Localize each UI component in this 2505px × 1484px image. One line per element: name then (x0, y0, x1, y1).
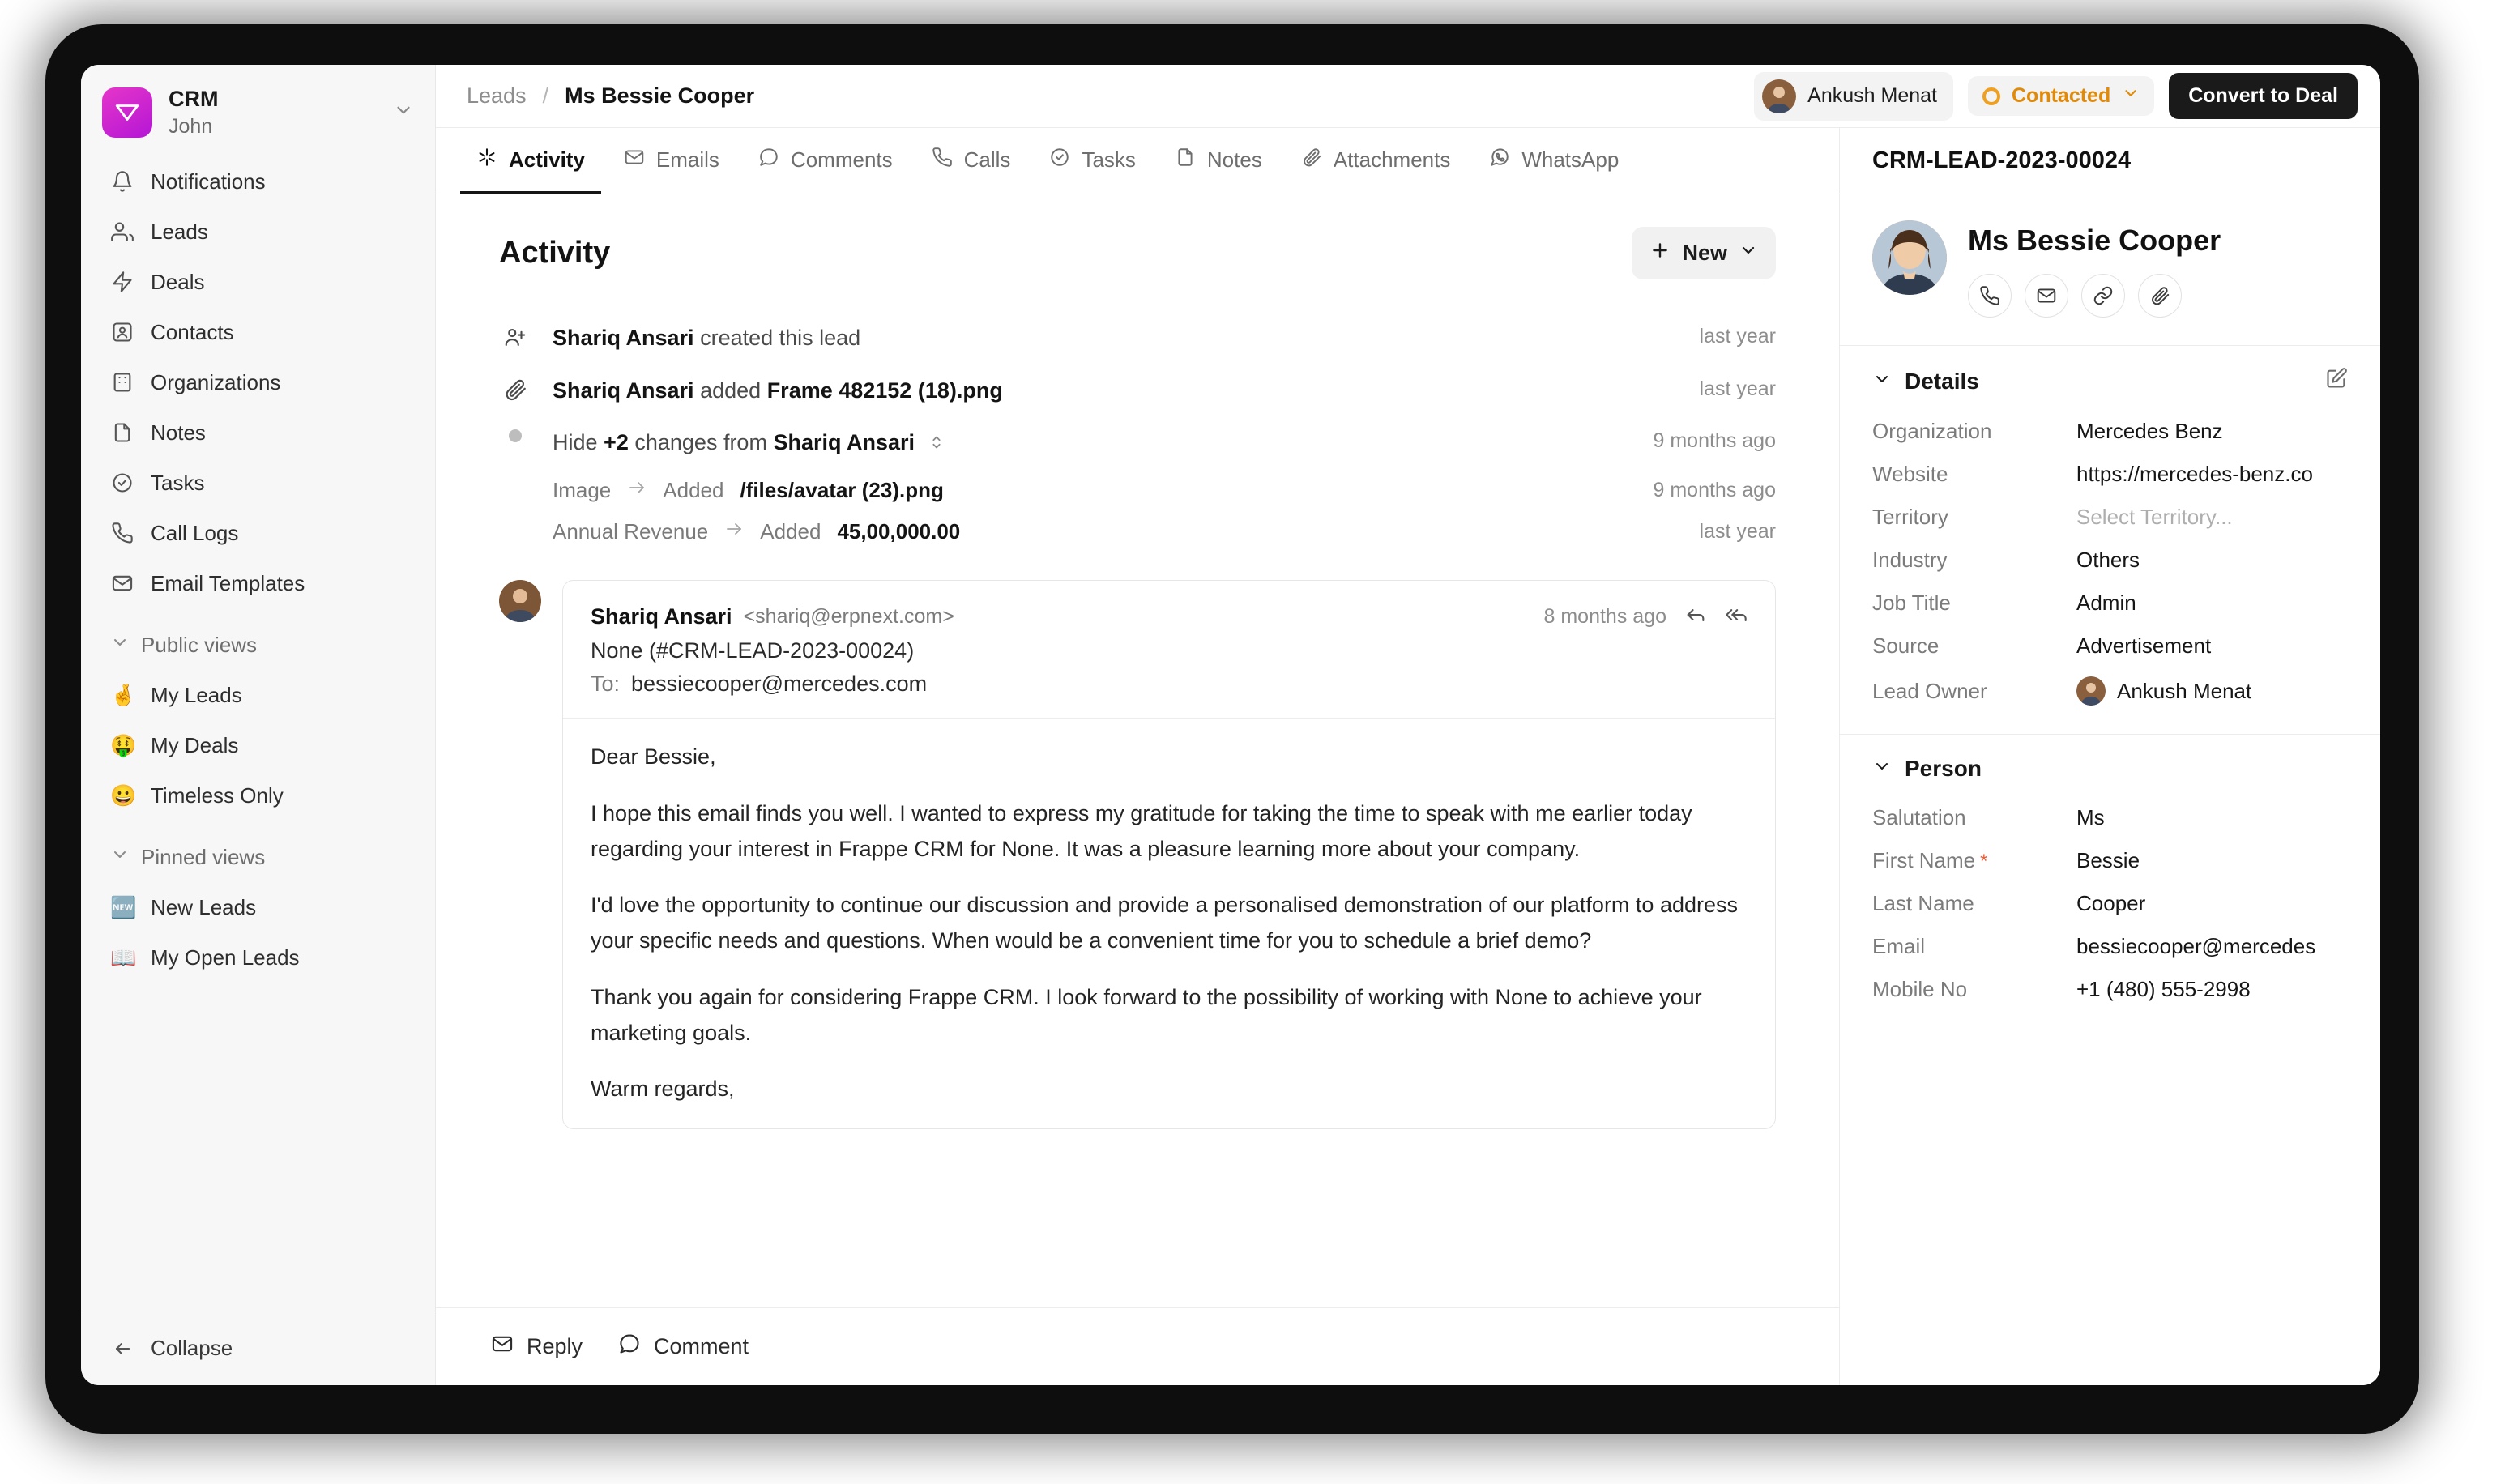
activity-column (436, 128, 1839, 1385)
sidebar-item-notifications[interactable] (97, 156, 419, 207)
comment-label: Comment (654, 1334, 749, 1358)
tab-calls[interactable] (915, 129, 1027, 194)
email-body (591, 719, 1748, 1107)
change-time: last year (1699, 520, 1776, 544)
comment-icon (758, 147, 779, 173)
section-public-views[interactable] (97, 620, 419, 670)
contacts-icon (110, 320, 134, 344)
person-title: Person (1905, 756, 1982, 781)
hand-icon: 🤞 (110, 682, 137, 707)
sidebar-item-label: Email Templates (151, 570, 305, 595)
field-label: Territory (1872, 505, 1948, 529)
field-email[interactable] (1840, 925, 2380, 968)
note-icon (1175, 147, 1196, 173)
chevron-updown-icon (928, 428, 945, 461)
activity-action: added (700, 377, 762, 403)
reply-all-icon[interactable] (1725, 603, 1748, 630)
quick-actions (1968, 274, 2221, 318)
sidebar-item-label: Leads (151, 219, 208, 244)
sidebar-item-label: Contacts (151, 319, 234, 344)
change-value: /files/avatar (23).png (740, 478, 944, 503)
email-paragraph: Thank you again for considering Frappe CRM. I look forward to the possibility of working with None to achieve your marketing goals. (591, 984, 1702, 1045)
email-activity (499, 580, 1776, 1129)
activity-header (499, 227, 1776, 279)
changes-text: changes from (634, 430, 767, 454)
status-dot-icon (1982, 87, 2000, 105)
sidebar-item-notes[interactable] (97, 407, 419, 458)
sidebar-item-deals[interactable] (97, 257, 419, 307)
link-icon[interactable] (2081, 274, 2125, 318)
field-value: Others (2076, 548, 2140, 572)
field-industry[interactable] (1840, 539, 2380, 582)
notes-icon (110, 420, 134, 445)
change-action: Added (663, 478, 724, 503)
chevron-down-icon (1872, 756, 1892, 782)
sidebar-item-leads[interactable] (97, 207, 419, 257)
person-section-header[interactable] (1840, 735, 2380, 796)
sidebar-item-timeless-only[interactable] (97, 770, 419, 821)
email-card[interactable] (562, 580, 1776, 1129)
sidebar-item-label: My Leads (151, 682, 242, 707)
tab-notes[interactable] (1159, 129, 1278, 194)
collapse-icon (110, 1337, 134, 1361)
activity-change-image (499, 470, 1776, 511)
sidebar-item-label: Call Logs (151, 520, 239, 545)
person-identity (1840, 194, 2380, 346)
reply-button[interactable] (491, 1333, 583, 1361)
email-sender-address: <shariq@erpnext.com> (743, 605, 954, 629)
convert-to-deal-button[interactable]: Convert to Deal (2169, 73, 2358, 119)
field-label: Lead Owner (1872, 678, 1987, 703)
sidebar-item-my-deals[interactable] (97, 720, 419, 770)
sidebar-item-label: My Deals (151, 732, 239, 757)
mail-icon (110, 571, 134, 595)
field-value: Mercedes Benz (2076, 419, 2223, 443)
section-label: Pinned views (141, 844, 266, 869)
collapse-sidebar-button[interactable] (81, 1311, 435, 1385)
activity-time: 9 months ago (1653, 429, 1776, 452)
field-first-name[interactable] (1840, 839, 2380, 882)
activity-object: Frame 482152 (18).png (766, 377, 1003, 403)
smiley-icon: 😀 (110, 783, 137, 808)
details-panel (1839, 128, 2380, 1385)
lead-owner-chip[interactable] (1754, 72, 1953, 121)
field-label: Last Name (1872, 891, 1974, 915)
field-value: Ankush Menat (2117, 678, 2252, 703)
phone-icon[interactable] (1968, 274, 2012, 318)
field-label: Email (1872, 934, 1926, 958)
field-lead-owner[interactable] (1840, 667, 2380, 714)
tab-label: Activity (509, 147, 585, 172)
field-value: Admin (2076, 591, 2136, 615)
section-label: Public views (141, 632, 258, 657)
topbar-actions (1754, 72, 2358, 121)
leads-icon (110, 220, 134, 244)
change-value: 45,00,000.00 (837, 519, 961, 544)
field-salutation[interactable] (1840, 796, 2380, 839)
activity-icon (476, 147, 497, 173)
chevron-down-icon (2122, 84, 2140, 108)
new-activity-label: New (1682, 241, 1727, 265)
chevron-down-icon (393, 100, 414, 125)
tab-tasks[interactable] (1033, 129, 1151, 194)
tasks-icon (110, 471, 134, 495)
tab-label: Calls (963, 147, 1011, 172)
paperclip-icon (1301, 147, 1322, 173)
activity-time: last year (1699, 377, 1776, 400)
change-field: Annual Revenue (553, 519, 709, 544)
avatar (2076, 676, 2106, 706)
new-activity-button[interactable] (1632, 227, 1776, 279)
tab-label: Emails (655, 147, 719, 172)
tab-bar (436, 128, 1839, 194)
activity-row-changes-toggle[interactable] (499, 416, 1776, 470)
email-recipient: bessiecooper@mercedes.com (631, 672, 928, 697)
email-to-label: To: (591, 672, 621, 697)
field-source[interactable] (1840, 625, 2380, 667)
field-label: Job Title (1872, 591, 1951, 615)
main-area (436, 65, 2380, 1385)
field-mobile-no[interactable] (1840, 968, 2380, 1011)
activity-action: created this lead (700, 326, 861, 350)
field-value: Ms (2076, 805, 2105, 829)
sidebar-item-my-open-leads[interactable] (97, 932, 419, 983)
bullet-icon (499, 426, 531, 442)
edit-icon[interactable] (2325, 367, 2348, 395)
email-icon (624, 147, 645, 173)
changes-hide-label: Hide (553, 430, 598, 454)
email-sender: Shariq Ansari (591, 604, 732, 629)
field-label: Source (1872, 633, 1940, 658)
change-field: Image (553, 478, 612, 503)
plus-icon (1649, 240, 1671, 267)
avatar (1762, 79, 1796, 113)
brand-title: CRM (169, 87, 219, 111)
tab-label: Notes (1206, 147, 1262, 172)
sidebar (81, 65, 436, 1385)
email-recipient-row (591, 672, 1748, 697)
required-indicator: * (1980, 851, 1988, 872)
field-label: Mobile No (1872, 977, 1968, 1001)
breadcrumb-separator: / (542, 83, 549, 108)
content-wrapper (436, 128, 2380, 1385)
mail-icon[interactable] (2025, 274, 2068, 318)
sidebar-item-tasks[interactable] (97, 458, 419, 508)
tab-emails[interactable] (608, 129, 736, 194)
field-label: First Name (1872, 848, 1976, 872)
comment-icon (618, 1333, 641, 1361)
phone-icon (110, 521, 134, 545)
field-label: Organization (1872, 419, 1992, 443)
changes-count: +2 (604, 430, 629, 454)
sidebar-item-label: Timeless Only (151, 783, 284, 808)
record-id: CRM-LEAD-2023-00024 (1840, 128, 2380, 194)
activity-time: last year (1699, 325, 1776, 348)
comment-button[interactable] (618, 1333, 749, 1361)
arrow-right-icon (627, 478, 647, 503)
email-header (591, 603, 1748, 630)
paperclip-icon (499, 374, 531, 402)
arrow-right-icon (724, 519, 744, 544)
field-territory[interactable] (1840, 496, 2380, 539)
book-icon: 📖 (110, 945, 137, 970)
person-name: Ms Bessie Cooper (1968, 224, 2221, 257)
field-value: https://mercedes-benz.co (2076, 462, 2313, 486)
activity-row-created (499, 312, 1776, 365)
change-action: Added (760, 519, 821, 544)
brand-switcher[interactable] (81, 65, 435, 156)
deals-icon (110, 270, 134, 294)
sidebar-item-my-leads[interactable] (97, 670, 419, 720)
tab-whatsapp[interactable] (1473, 129, 1635, 194)
reply-label: Reply (527, 1334, 583, 1358)
avatar (499, 580, 541, 622)
activity-actor: Shariq Ansari (553, 326, 694, 350)
activity-footer (436, 1307, 1839, 1385)
field-label: Salutation (1872, 805, 1966, 829)
field-label: Website (1872, 462, 1948, 486)
field-value: Select Territory... (2076, 505, 2233, 529)
phone-icon (932, 147, 953, 173)
task-icon (1049, 147, 1070, 173)
collapse-label: Collapse (151, 1336, 233, 1360)
email-paragraph: Warm regards, (591, 1077, 735, 1102)
sidebar-item-label: Deals (151, 269, 205, 294)
bell-icon (110, 169, 134, 194)
email-time: 8 months ago (1543, 605, 1666, 629)
field-value: +1 (480) 555-2998 (2076, 977, 2251, 1001)
chevron-down-icon (1872, 369, 1892, 394)
page-title: Activity (499, 236, 611, 270)
field-website[interactable] (1840, 453, 2380, 496)
sidebar-item-organizations[interactable] (97, 357, 419, 407)
organizations-icon (110, 370, 134, 394)
activity-row-attachment (499, 365, 1776, 417)
app-window (81, 65, 2380, 1385)
field-job-title[interactable] (1840, 582, 2380, 625)
tab-comments[interactable] (742, 129, 909, 194)
field-last-name[interactable] (1840, 882, 2380, 925)
tab-attachments[interactable] (1285, 129, 1467, 194)
sidebar-item-contacts[interactable] (97, 307, 419, 357)
paperclip-icon[interactable] (2138, 274, 2182, 318)
sidebar-item-call-logs[interactable] (97, 508, 419, 558)
changes-actor: Shariq Ansari (773, 430, 915, 454)
sidebar-item-label: My Open Leads (151, 945, 300, 970)
brand-user: John (169, 115, 213, 139)
sidebar-item-label: Notes (151, 420, 206, 445)
sidebar-item-new-leads[interactable] (97, 882, 419, 932)
field-label: Industry (1872, 548, 1948, 572)
tab-label: Attachments (1333, 147, 1451, 172)
sidebar-item-email-templates[interactable] (97, 558, 419, 608)
field-value: Bessie (2076, 848, 2140, 872)
lead-owner-name: Ankush Menat (1807, 84, 1937, 107)
status-label: Contacted (2012, 84, 2111, 107)
field-value: Advertisement (2076, 633, 2212, 658)
email-paragraph: I'd love the opportunity to continue our discussion and provide a personalised demonstration of our platform to address your specific needs and questions. When would be a convenient time for you to schedule a brief demo? (591, 893, 1738, 953)
activity-feed[interactable] (436, 194, 1839, 1307)
reply-icon[interactable] (1684, 603, 1707, 630)
details-section-header[interactable] (1840, 346, 2380, 410)
tab-activity[interactable] (460, 129, 601, 194)
tab-label: Comments (790, 147, 893, 172)
crm-logo-icon (102, 87, 152, 138)
email-subject: None (#CRM-LEAD-2023-00024) (591, 638, 915, 663)
sidebar-item-label: New Leads (151, 894, 257, 919)
section-pinned-views[interactable] (97, 832, 419, 882)
field-value: bessiecooper@mercedes (2076, 934, 2316, 958)
chevron-down-icon (1739, 241, 1758, 266)
field-organization[interactable] (1840, 410, 2380, 453)
email-paragraph: I hope this email finds you well. I wanted to express my gratitude for taking the time to speak with me earlier today regarding your interest in Frappe CRM for None. It was a pleasure learning more about your company. (591, 800, 1692, 861)
chevron-down-icon (110, 845, 130, 870)
breadcrumb-leads[interactable]: Leads (467, 83, 527, 108)
avatar[interactable] (1872, 220, 1947, 295)
new-badge-icon: 🆕 (110, 894, 137, 919)
details-title: Details (1905, 368, 1979, 394)
money-face-icon: 🤑 (110, 732, 137, 757)
breadcrumb-current: Ms Bessie Cooper (565, 83, 755, 108)
tab-label: WhatsApp (1521, 147, 1620, 172)
field-value: Cooper (2076, 891, 2146, 915)
whatsapp-icon (1489, 147, 1510, 173)
reply-icon (491, 1333, 514, 1361)
tab-label: Tasks (1082, 147, 1136, 172)
activity-change-annual-revenue (499, 511, 1776, 552)
sidebar-item-label: Tasks (151, 470, 205, 495)
status-badge[interactable] (1968, 76, 2154, 116)
activity-actor: Shariq Ansari (553, 377, 694, 403)
user-plus-icon (499, 322, 531, 349)
sidebar-item-label: Notifications (151, 168, 266, 194)
sidebar-item-label: Organizations (151, 369, 281, 394)
sidebar-nav (81, 156, 435, 983)
topbar (436, 65, 2380, 128)
change-time: 9 months ago (1653, 479, 1776, 502)
email-paragraph: Dear Bessie, (591, 744, 716, 770)
chevron-down-icon (110, 633, 130, 658)
